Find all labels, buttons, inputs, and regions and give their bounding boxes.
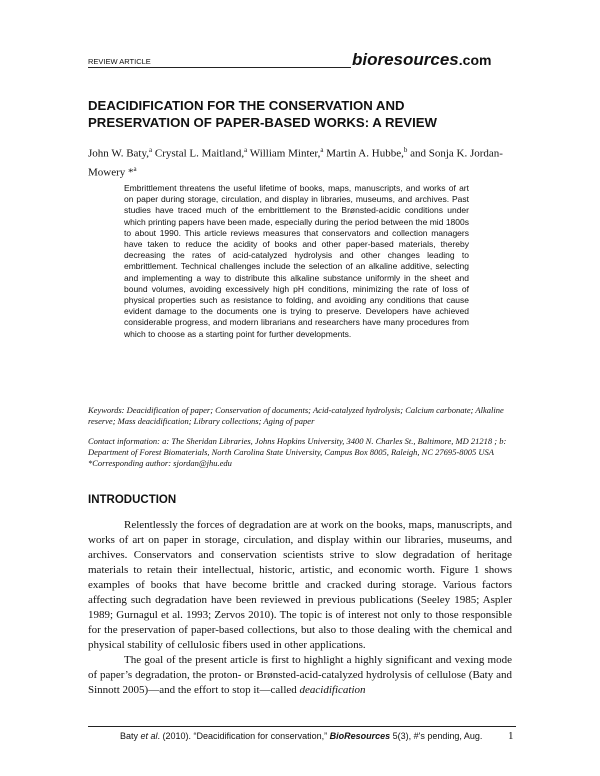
footer-journal: BioResources <box>329 731 391 741</box>
footer-suffix: 5(3), #'s pending, Aug. <box>390 731 483 741</box>
author-maitland: Crystal L. Maitland, <box>152 147 245 160</box>
author-jordan-mowery: and Sonja K. Jordan-Mowery * <box>88 147 503 179</box>
affiliation-mark: a <box>133 164 137 173</box>
site-name-suffix: .com <box>458 52 492 68</box>
footer-citation-text: . (2010). “Deacidification for conservation,” <box>157 731 330 741</box>
footer-prefix: Baty <box>120 731 141 741</box>
author-baty: John W. Baty, <box>88 147 150 160</box>
affiliation-mark: a <box>149 146 153 154</box>
italic-term: deacidification <box>299 684 366 696</box>
footer-et-al: et al <box>140 731 158 741</box>
affiliation-mark: a <box>244 146 248 154</box>
article-title: DEACIDIFICATION FOR THE CONSERVATION AND PRESERVATION OF PAPER-BASED WORKS: A REVIEW <box>88 98 438 130</box>
page-number: 1 <box>508 730 514 742</box>
affiliation-mark: a <box>320 146 324 154</box>
keywords: Keywords: Deacidification of paper; Conservation of documents; Acid-catalyzed hydrolysis; Calcium carbonate; Alkaline reserve; Mass deacidification; Library collections; Aging of paper <box>88 405 504 426</box>
article-type-label: REVIEW ARTICLE <box>88 57 151 66</box>
footer-rule <box>88 726 516 727</box>
header-rule <box>88 67 351 68</box>
footer-citation <box>120 731 482 741</box>
site-name-main: bioresources <box>352 50 459 69</box>
paragraph-text: The goal of the present article is first to highlight a highly significant and vexing mode of paper’s degradation, the proton- or Brønsted-acid-catalyzed hydrolysis of cellulose (Baty and Sinnott 2005)—and the effort to stop it—called <box>88 654 512 696</box>
introduction-paragraph: Relentlessly the forces of degradation are at work on the books, maps, manuscripts, and works of art on paper in storage, circulation, and display within our libraries, museums, and archives. Conservators and conservation scientists strive to slow degradation of heritage materials to retain their intellectual, historic, artistic, and economic worth. Figure 1 shows examples of books that have become brittle and cracked during storage. Various factors affecting such degradation have been reviewed in previous publications (Seeley 1985; Aspler 1989; Gurnagul et al. 1993; Zervos 2010). The topic is of interest not only to those responsible for the preservation of paper-based collections, but also to those dealing with the chemical and physical stability of cellulosic fibers used in other applications. <box>88 519 512 651</box>
contact-information: Contact information: a: The Sheridan Libraries, Johns Hopkins University, 3400 N. Charles St., Baltimore, MD 21218 ; b: Department of Forest Biomaterials, North Carolina State University, Campus Box 8005, Raleigh, NC 27695-8005 USA *Corresponding author: sjordan@jhu.edu <box>88 436 507 468</box>
author-list <box>88 143 518 180</box>
affiliation-mark: b <box>403 146 408 154</box>
introduction-body <box>88 518 512 698</box>
introduction-paragraph <box>88 653 512 698</box>
abstract: Embrittlement threatens the useful lifetime of books, maps, manuscripts, and works of art on paper during storage, circulation, and display in libraries, museums, and archives. Past studies have traced much of the embrittlement to the Brønsted-acidic conditions under which printing papers have been made, especially during the period between the mid 1800s to about 1990. This article reviews measures that conservators and collection managers have taken to reduce the acidity of books and other paper-based materials, thereby decreasing the rates of acid-catalyzed hydrolysis and other changes leading to embrittlement. Technical challenges include the selection of an alkaline additive, selecting and implementing a way to distribute this alkaline substance uniformly in the sheet and bound volumes, avoiding excessively high pH conditions, minimizing the rate of loss of physical properties such as resistance to folding, and avoiding any conditions that cause evident damage to the documents one is trying to preserve. Developers have achieved considerable progress, and modern librarians and researchers have many procedures from which to choose as a starting point for further developments. <box>124 183 469 339</box>
author-minter: William Minter, <box>247 147 321 160</box>
journal-site-name <box>352 50 491 70</box>
author-hubbe: Martin A. Hubbe, <box>323 147 404 160</box>
section-heading-introduction: INTRODUCTION <box>88 494 177 506</box>
